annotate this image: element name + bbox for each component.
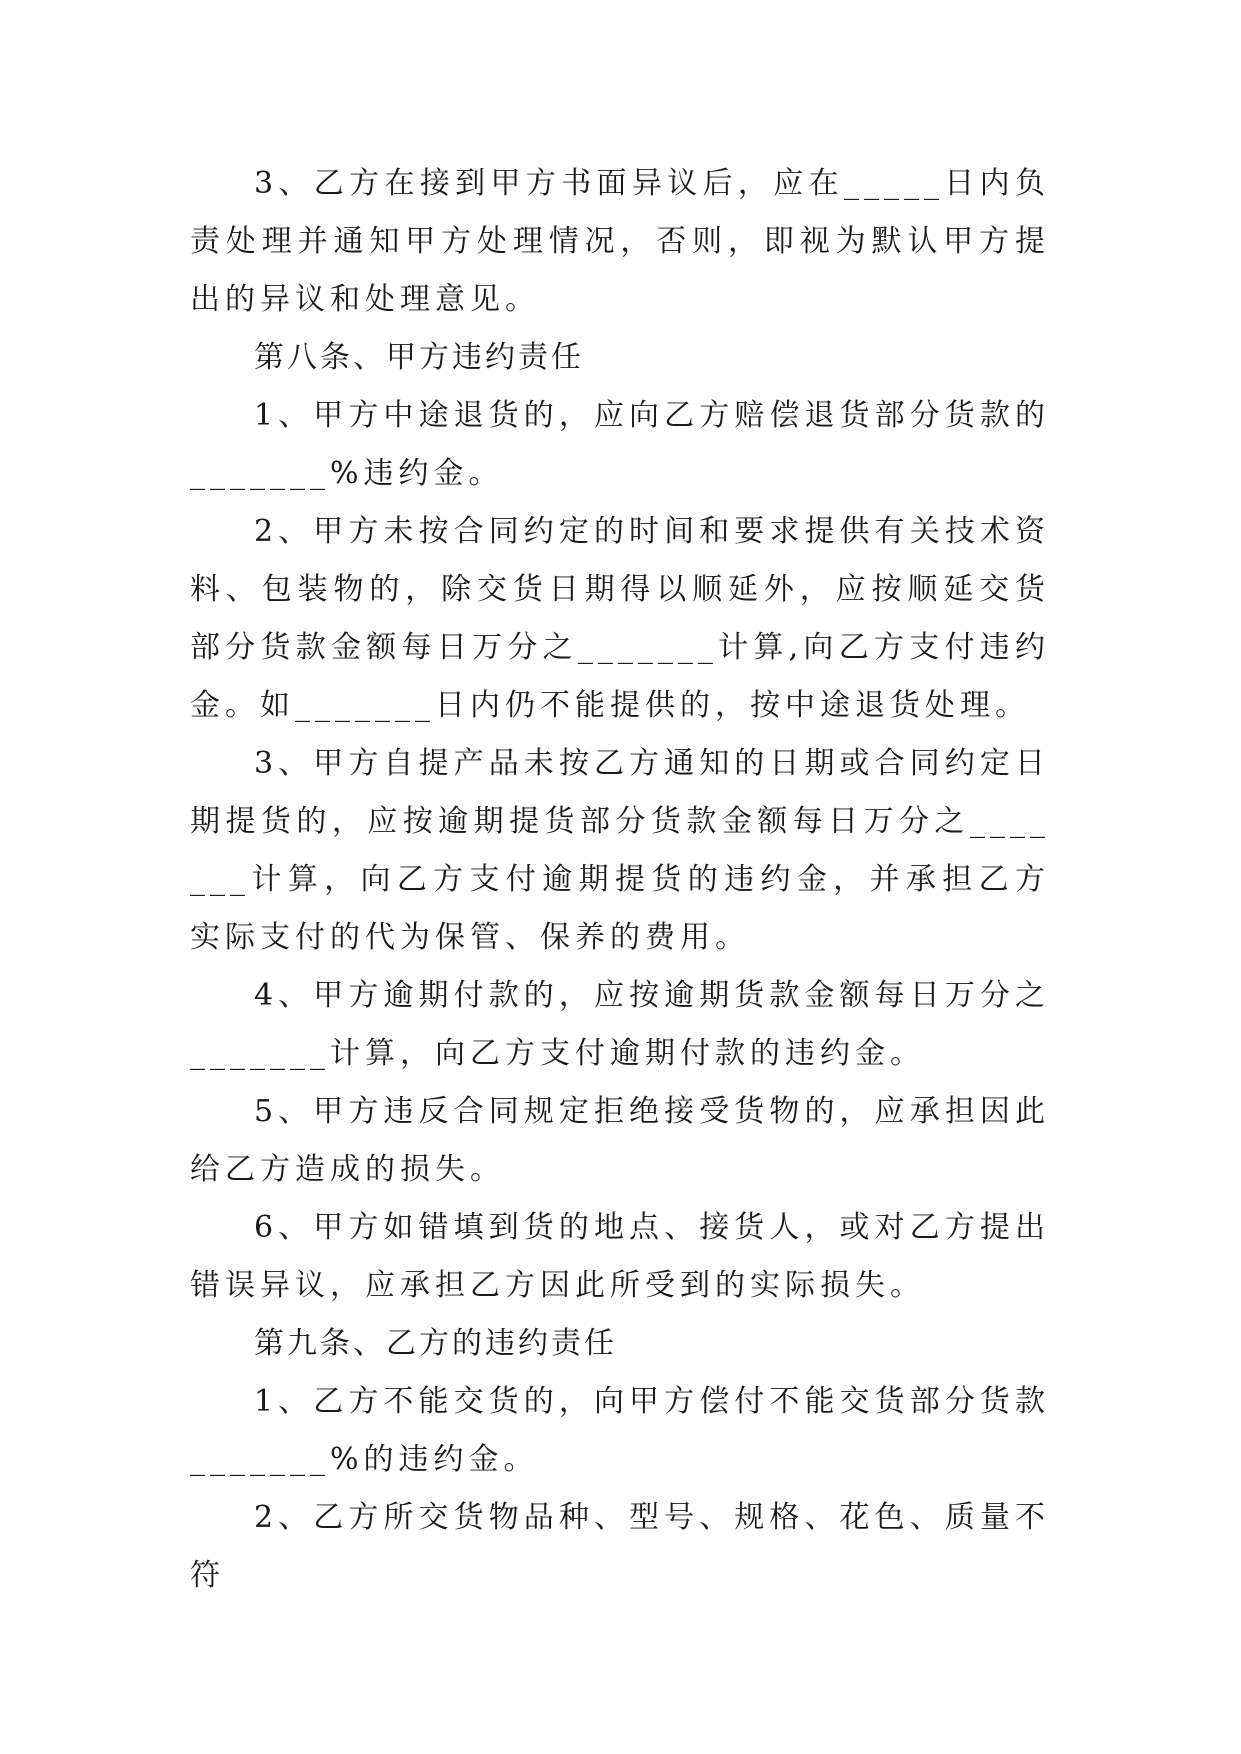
paragraph-clause-8-5: 5、甲方违反合同规定拒绝接受货物的，应承担因此给乙方造成的损失。 (190, 1094, 1050, 1187)
paragraph-clause-9-2: 2、乙方所交货物品种、型号、规格、花色、质量不符 (190, 1500, 1050, 1593)
paragraph-clause-7-3: 3、乙方在接到甲方书面异议后，应在_____日内负责处理并通知甲方处理情况，否则，即视为默认甲方提出的异议和处理意见。 (190, 166, 1050, 317)
paragraph-clause-8-6: 6、甲方如错填到货的地点、接货人，或对乙方提出错误异议，应承担乙方因此所受到的实际损失。 (190, 1210, 1050, 1303)
heading-article-9: 第九条、乙方的违约责任 (254, 1326, 617, 1361)
paragraph-clause-8-4: 4、甲方逾期付款的，应按逾期货款金额每日万分之_______计算，向乙方支付逾期付款的违约金。 (190, 978, 1050, 1071)
paragraph-clause-8-3: 3、甲方自提产品未按乙方通知的日期或合同约定日期提货的，应按逾期提货部分货款金额每日万分之_______计算，向乙方支付逾期提货的违约金，并承担乙方实际支付的代为保管、保养的费用。 (190, 746, 1050, 955)
paragraph-clause-9-1: 1、乙方不能交货的，向甲方偿付不能交货部分货款_______%的违约金。 (190, 1384, 1050, 1477)
paragraph-clause-8-1: 1、甲方中途退货的，应向乙方赔偿退货部分货款的_______%违约金。 (190, 398, 1050, 491)
document-page (190, 155, 1050, 1605)
paragraph-clause-8-2: 2、甲方未按合同约定的时间和要求提供有关技术资料、包装物的，除交货日期得以顺延外，应按顺延交货部分货款金额每日万分之_______计算,向乙方支付违约金。如_______日内仍不能提供的，按中途退货处理。 (190, 514, 1050, 723)
heading-article-8: 第八条、甲方违约责任 (254, 340, 584, 375)
